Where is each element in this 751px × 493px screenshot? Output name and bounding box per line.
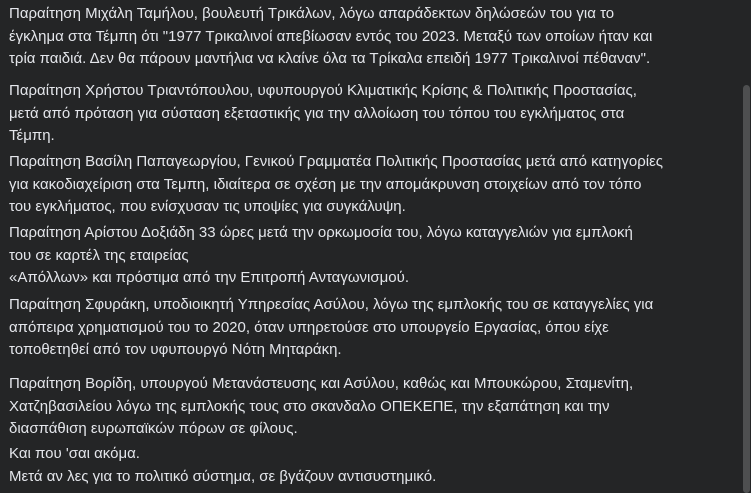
paragraph-tamilos-resignation — [9, 3, 739, 71]
text-line: τοποθετηθεί από τον υφυπουργό Νότη Μηταράκη. — [9, 341, 342, 358]
text-line: Παραίτηση Βορίδη, υπουργού Μετανάστευσης και Ασύλου, καθώς και Μπουκώρου, Σταμενίτη, — [9, 375, 634, 392]
paragraph-sfyrakis-resignation — [9, 294, 739, 362]
text-line: του εγκλήματος, που ενίσχυσαν τις υποψίες για συγκάλυψη. — [9, 198, 406, 215]
text-line: Τέμπη. — [9, 127, 55, 144]
text-line: Παραίτηση Σφυράκη, υποδιοικητή Υπηρεσίας Ασύλου, λόγω της εμπλοκής του σε καταγγελίες για — [9, 296, 654, 313]
text-line: Μετά αν λες για το πολιτικό σύστημα, σε βγάζουν αντισυστημικό. — [9, 467, 437, 485]
text-line: Και που 'σαι ακόμα. — [9, 445, 140, 462]
text-line: διασπάθιση ευρωπαϊκών πόρων σε φίλους. — [9, 420, 298, 437]
text-line: Παραίτηση Βασίλη Παπαγεωργίου, Γενικού Γραμματέα Πολιτικής Προστασίας μετά από κατηγορίες — [9, 153, 664, 170]
paragraph-closing-remark — [9, 443, 739, 488]
scrollbar-track[interactable] — [743, 0, 751, 493]
paragraph-triantopoulos-resignation — [9, 80, 739, 148]
text-line: τρία παιδιά. Δεν θα πάρουν μαντήλια να κλαίνε όλα τα Τρίκαλα επειδή 1977 Τρικαλινοί πέθαναν". — [9, 50, 651, 67]
text-line: απόπειρα χρηματισμού του το 2020, όταν υπηρετούσε στο υπουργείο Εργασίας, όπου είχε — [9, 318, 609, 336]
text-line: Παραίτηση Αρίστου Δοξιάδη 33 ώρες μετά την ορκωμοσία του, λόγω καταγγελιών για εμπλοκή — [9, 224, 633, 241]
scrollbar-thumb[interactable] — [743, 85, 750, 493]
text-line: για κακοδιαχείριση στα Τεμπη, ιδιαίτερα σε σχέση με την απομάκρυνση στοιχείων από τον τόπο — [9, 175, 642, 193]
text-line: του σε καρτέλ της εταιρείας — [9, 246, 189, 264]
text-line: μετά από πρόταση για σύσταση εξεταστικής για την αλλοίωση του τόπου του εγκλήματος στα — [9, 104, 625, 122]
text-line: Παραίτηση Χρήστου Τριαντόπουλου, υφυπουργού Κλιματικής Κρίσης & Πολιτικής Προστασίας, — [9, 82, 637, 99]
text-line: Παραίτηση Μιχάλη Ταμήλου, βουλευτή Τρικάλων, λόγω απαράδεκτων δηλώσεών του για το — [9, 5, 615, 22]
text-line: έγκλημα στα Τέμπη ότι "1977 Τρικαλινοί απεβίωσαν εντός του 2023. Μεταξύ των οποίων ήταν και — [9, 27, 653, 45]
paragraph-papageorgiou-resignation — [9, 151, 739, 219]
text-line: «Απόλλων» και πρόστιμα από την Επιτροπή Ανταγωνισμού. — [9, 269, 410, 286]
paragraph-voridis-resignation — [9, 373, 739, 441]
text-line: Χατζηβασιλείου λόγω της εμπλοκής τους στο σκανδαλο ΟΠΕΚΕΠΕ, την εξαπάτηση και την — [9, 397, 610, 415]
paragraph-doxiadis-resignation — [9, 222, 739, 290]
